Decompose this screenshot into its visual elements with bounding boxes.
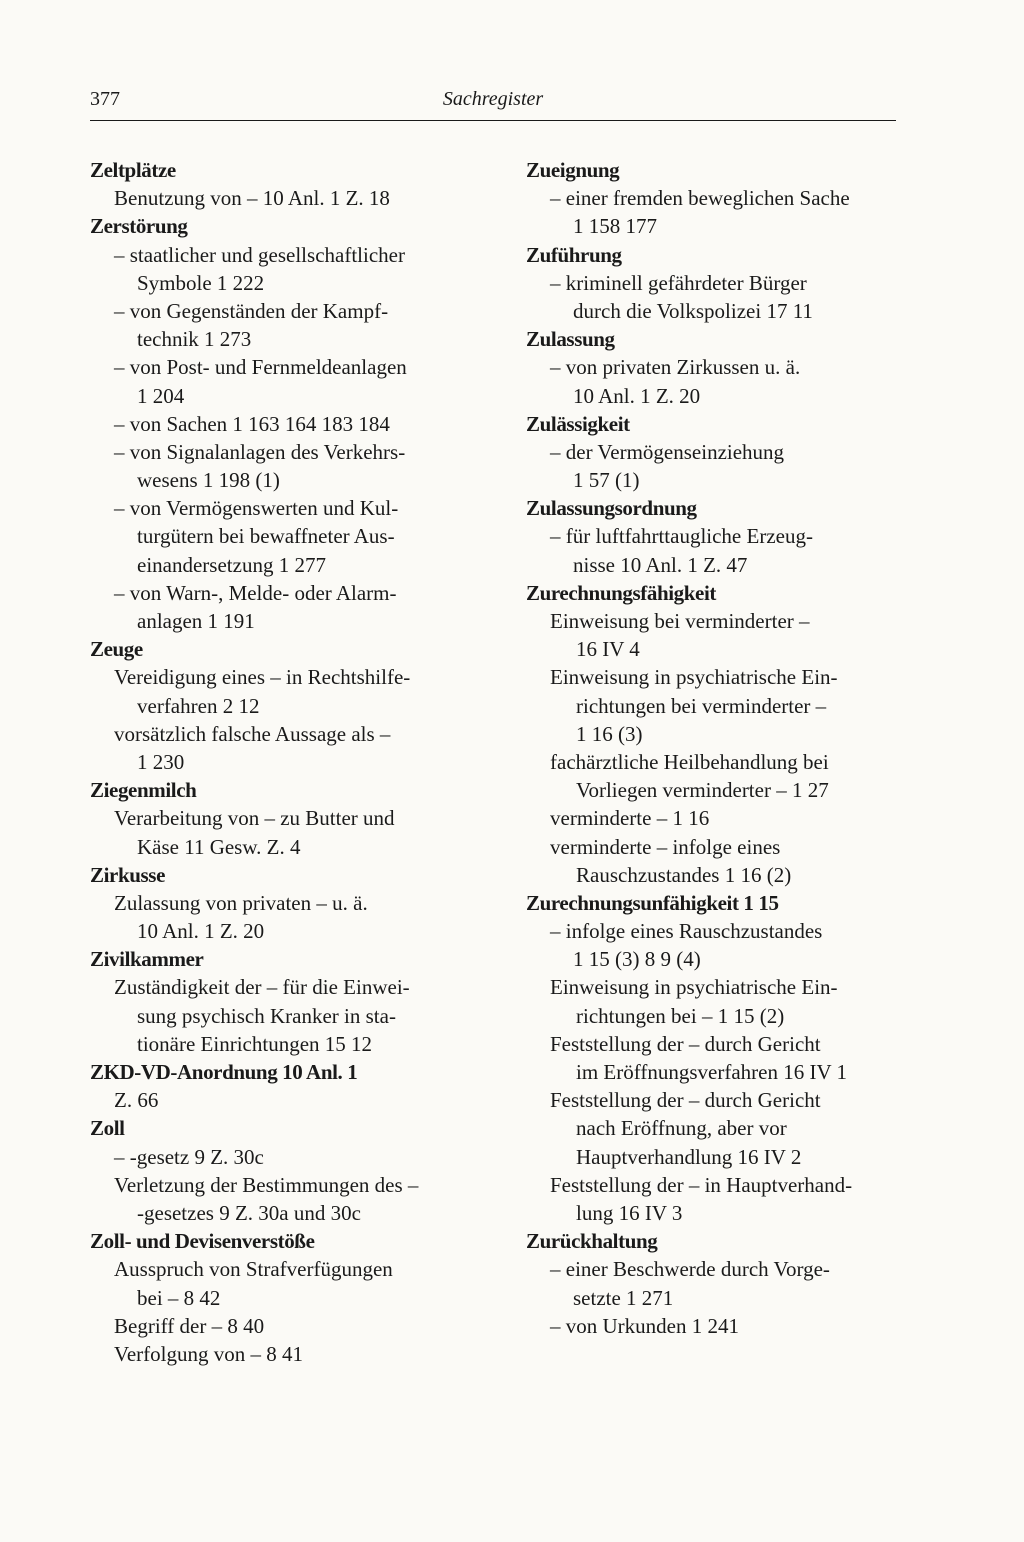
- index-entry: – von Urkunden 1 241: [550, 1313, 739, 1338]
- index-entry: technik 1 273: [137, 327, 252, 352]
- index-entry: Vereidigung eines – in Rechtshilfe-: [114, 665, 411, 690]
- index-entry: – infolge eines Rauschzustandes: [550, 919, 823, 944]
- index-heading: ZKD-VD-Anordnung 10 Anl. 1: [90, 1060, 358, 1084]
- index-entry: bei – 8 42: [137, 1285, 221, 1310]
- index-entry: Verletzung der Bestimmungen des –: [114, 1172, 419, 1197]
- index-entry: – einer fremden beweglichen Sache: [550, 186, 850, 211]
- index-entry: Ausspruch von Strafverfügungen: [114, 1257, 393, 1282]
- index-entry: 1 57 (1): [573, 468, 640, 493]
- index-entry: – -gesetz 9 Z. 30c: [114, 1144, 264, 1169]
- index-entry: verminderte – infolge eines: [550, 834, 781, 859]
- index-heading: Ziegenmilch: [90, 778, 197, 803]
- index-heading: Zirkusse: [90, 862, 165, 887]
- index-entry: wesens 1 198 (1): [137, 468, 280, 493]
- index-heading: Zivilkammer: [90, 947, 204, 972]
- index-entry: 1 16 (3): [576, 721, 643, 746]
- index-entry: turgütern bei bewaffneter Aus-: [137, 524, 395, 549]
- index-entry: tionäre Einrichtungen 15 12: [137, 1031, 373, 1056]
- index-entry: 10 Anl. 1 Z. 20: [137, 919, 265, 944]
- index-heading: Zulassungsordnung: [526, 496, 697, 521]
- index-entry: 1 15 (3) 8 9 (4): [573, 947, 701, 972]
- index-entry: – kriminell gefährdeter Bürger: [550, 270, 807, 295]
- index-heading: Zurechnungsfähigkeit: [526, 580, 716, 605]
- index-heading: Zoll- und Devisenverstöße: [90, 1229, 315, 1254]
- page-number: 377: [90, 88, 120, 110]
- index-column-left: [90, 156, 462, 1368]
- index-entry: – einer Beschwerde durch Vorge-: [550, 1257, 830, 1282]
- index-entry: – von Sachen 1 163 164 183 184: [114, 411, 390, 436]
- index-entry: Einweisung in psychiatrische Ein-: [550, 665, 838, 690]
- index-entry: – von Vermögenswerten und Kul-: [114, 496, 399, 521]
- index-entry: im Eröffnungsverfahren 16 IV 1: [576, 1060, 847, 1084]
- index-entry: – für luftfahrttaugliche Erzeug-: [550, 524, 813, 549]
- index-entry: Symbole 1 222: [137, 270, 265, 295]
- index-heading: Zueignung: [526, 158, 620, 182]
- index-entry: vorsätzlich falsche Aussage als –: [114, 721, 391, 746]
- index-entry: setzte 1 271: [573, 1285, 674, 1310]
- index-entry: 1 204: [137, 383, 185, 408]
- index-entry: Hauptverhandlung 16 IV 2: [576, 1144, 802, 1169]
- index-entry: – von privaten Zirkussen u. ä.: [550, 355, 801, 380]
- index-entry: Käse 11 Gesw. Z. 4: [137, 834, 301, 859]
- index-entry: Verarbeitung von – zu Butter und: [114, 806, 395, 831]
- index-entry: – von Gegenständen der Kampf-: [114, 298, 389, 323]
- index-heading: Zerstörung: [90, 214, 188, 239]
- index-heading: Zoll: [90, 1116, 125, 1141]
- index-entry: lung 16 IV 3: [576, 1200, 683, 1225]
- index-entry: 1 230: [137, 749, 185, 774]
- index-entry: sung psychisch Kranker in sta-: [137, 1003, 396, 1028]
- index-entry: Zulassung von privaten – u. ä.: [114, 890, 368, 915]
- index-heading: Zuführung: [526, 242, 622, 267]
- index-entry: Zuständigkeit der – für die Einwei-: [114, 975, 410, 1000]
- index-entry: verminderte – 1 16: [550, 806, 710, 831]
- index-heading: Zurechnungsunfähigkeit 1 15: [526, 890, 779, 915]
- index-entry: Feststellung der – durch Gericht: [550, 1031, 821, 1056]
- index-entry: Begriff der – 8 40: [114, 1313, 265, 1338]
- index-entry: 16 IV 4: [576, 637, 640, 662]
- index-entry: 1 158 177: [573, 214, 657, 239]
- index-entry: -gesetzes 9 Z. 30a und 30c: [137, 1200, 361, 1225]
- index-heading: Zeuge: [90, 637, 143, 662]
- index-entry: Feststellung der – in Hauptverhand-: [550, 1172, 853, 1197]
- index-entry: richtungen bei – 1 15 (2): [576, 1003, 785, 1028]
- index-entry: durch die Volkspolizei 17 11: [573, 298, 813, 323]
- index-entry: Verfolgung von – 8 41: [114, 1341, 303, 1366]
- index-entry: richtungen bei verminderter –: [576, 693, 827, 718]
- index-entry: – von Warn-, Melde- oder Alarm-: [114, 580, 397, 605]
- index-entry: anlagen 1 191: [137, 609, 255, 633]
- index-entry: Einweisung bei verminderter –: [550, 609, 810, 633]
- index-entry: – von Post- und Fernmeldeanlagen: [114, 355, 407, 380]
- index-entry: nach Eröffnung, aber vor: [576, 1116, 787, 1141]
- running-title: Sachregister: [442, 88, 544, 110]
- index-entry: – der Vermögenseinziehung: [550, 439, 785, 464]
- index-entry: – von Signalanlagen des Verkehrs-: [114, 439, 406, 464]
- index-entry: verfahren 2 12: [137, 693, 260, 718]
- index-heading: Zulassung: [526, 327, 615, 352]
- index-heading: Zurückhaltung: [526, 1229, 658, 1254]
- index-entry: fachärztliche Heilbehandlung bei: [550, 749, 829, 774]
- index-entry: Benutzung von – 10 Anl. 1 Z. 18: [114, 186, 390, 211]
- index-entry: – staatlicher und gesellschaftlicher: [114, 242, 405, 267]
- index-heading: Zulässigkeit: [526, 411, 630, 436]
- index-entry: nisse 10 Anl. 1 Z. 47: [573, 552, 748, 577]
- index-entry: Vorliegen verminderter – 1 27: [576, 778, 829, 803]
- index-entry: einandersetzung 1 277: [137, 552, 326, 577]
- index-entry: 10 Anl. 1 Z. 20: [573, 383, 701, 408]
- index-entry: Einweisung in psychiatrische Ein-: [550, 975, 838, 1000]
- page-header: [90, 86, 896, 121]
- index-heading: Zeltplätze: [90, 158, 176, 182]
- index-column-right: [526, 156, 898, 1340]
- index-entry: Z. 66: [114, 1088, 159, 1113]
- index-entry: Rauschzustandes 1 16 (2): [576, 862, 792, 887]
- index-entry: Feststellung der – durch Gericht: [550, 1088, 821, 1113]
